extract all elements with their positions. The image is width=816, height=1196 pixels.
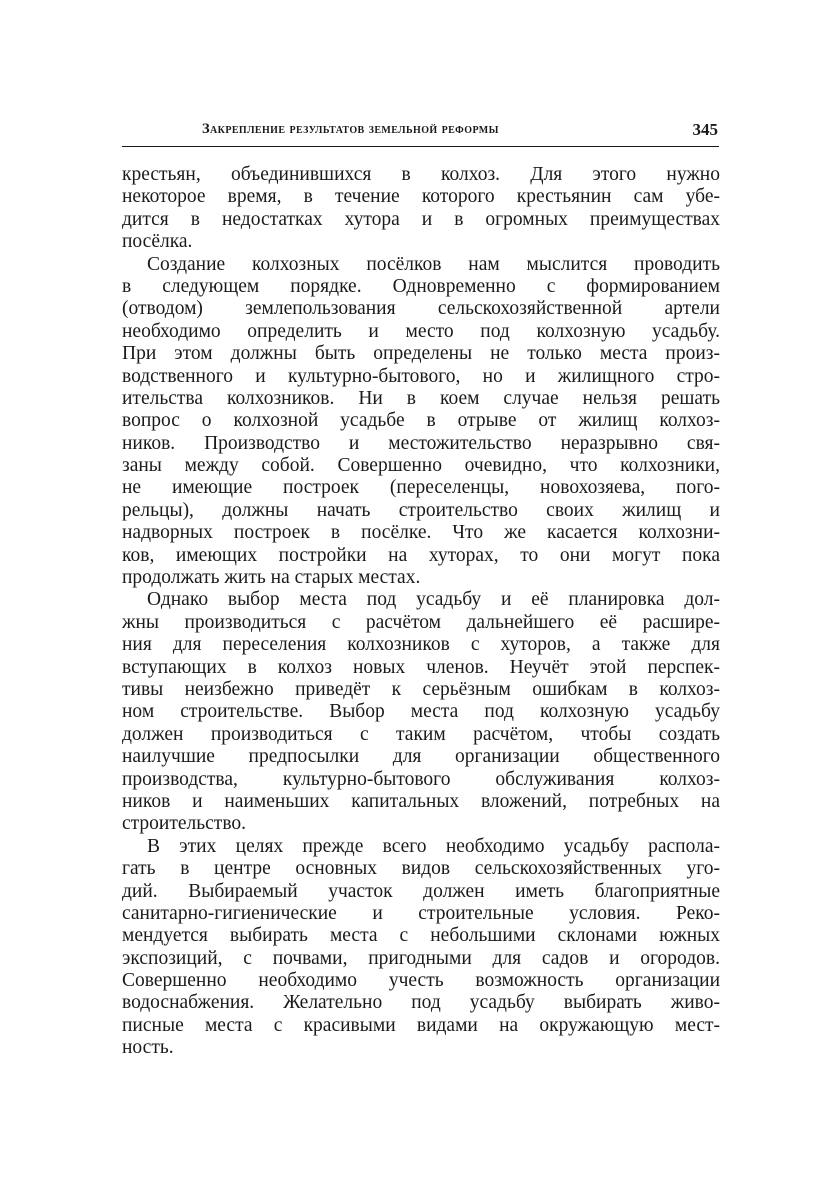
- running-head: [122, 118, 722, 144]
- text-line: продолжать жить на старых местах.: [122, 567, 421, 589]
- text-line: ном строительстве. Выбор места под колхозную усадьбу: [122, 701, 720, 723]
- text-line: жны производиться с расчётом дальнейшего её расшире-: [122, 611, 720, 633]
- text-line: В этих целях прежде всего необходимо усадьбу распола-: [147, 835, 720, 857]
- text-line: Однако выбор места под усадьбу и её планировка дол-: [147, 589, 720, 611]
- text-line: ников. Производство и местожительство неразрывно свя-: [122, 432, 720, 454]
- text-line: в следующем порядке. Одновременно с формированием: [122, 275, 720, 297]
- text-line: надворных построек в посёлке. Что же касается колхозни-: [122, 522, 720, 544]
- text-line: вступающих в колхоз новых членов. Неучёт этой перспек-: [122, 656, 720, 678]
- text-line: производства, культурно-бытового обслуживания колхоз-: [122, 768, 720, 790]
- text-line: ников и наименьших капитальных вложений, потребных на: [122, 790, 720, 812]
- text-line: Создание колхозных посёлков нам мыслится проводить: [147, 253, 720, 275]
- running-title: Закрепление результатов земельной реформы: [202, 121, 499, 137]
- text-line: не имеющие построек (переселенцы, новохозяева, пого-: [122, 477, 720, 499]
- text-line: крестьян, объединившихся в колхоз. Для этого нужно: [122, 164, 720, 185]
- text-line: дится в недостатках хутора и в огромных преимуществах: [122, 208, 720, 230]
- paragraph: [122, 589, 720, 835]
- text-line: посёлка.: [122, 231, 193, 253]
- text-line: строительство.: [122, 813, 247, 835]
- text-line: ительства колхозников. Ни в коем случае нельзя решать: [122, 387, 720, 409]
- text-line: тивы неизбежно приведёт к серьёзным ошибкам в колхоз-: [122, 678, 720, 700]
- header-rule: [122, 146, 719, 147]
- text-line: санитарно-гигиенические и строительные условия. Реко-: [122, 902, 720, 924]
- paragraph: [122, 254, 720, 590]
- paragraph: [122, 836, 720, 1060]
- paragraph: [122, 164, 720, 254]
- text-line: ния для переселения колхозников с хуторов, а также для: [122, 634, 720, 656]
- text-line: должен производиться с таким расчётом, чтобы создать: [122, 723, 720, 745]
- text-line: наилучшие предпосылки для организации общественного: [122, 746, 720, 768]
- text-line: гать в центре основных видов сельскохозяйственных уго-: [122, 858, 720, 880]
- text-line: некоторое время, в течение которого крестьянин сам убе-: [122, 186, 720, 208]
- page-number: 345: [692, 120, 718, 139]
- text-line: писные места с красивыми видами на окружающую мест-: [122, 1014, 720, 1036]
- text-line: рельцы), должны начать строительство своих жилищ и: [122, 499, 720, 521]
- text-line: мендуется выбирать места с небольшими склонами южных: [122, 925, 720, 947]
- text-line: водственного и культурно-бытового, но и жилищного стро-: [122, 365, 720, 387]
- text-line: дий. Выбираемый участок должен иметь благоприятные: [122, 880, 720, 902]
- text-line: ков, имеющих постройки на хуторах, то они могут пока: [122, 544, 720, 566]
- body-text: [122, 164, 720, 1060]
- text-line: необходимо определить и место под колхозную усадьбу.: [122, 320, 720, 342]
- text-line: заны между собой. Совершенно очевидно, что колхозники,: [122, 455, 720, 477]
- text-line: ность.: [122, 1037, 174, 1059]
- text-line: (отводом) землепользования сельскохозяйственной артели: [122, 298, 720, 320]
- text-line: При этом должны быть определены не только места произ-: [122, 343, 720, 365]
- text-line: Совершенно необходимо учесть возможность организации: [122, 970, 720, 992]
- text-line: экспозиций, с почвами, пригодными для садов и огородов.: [122, 947, 720, 969]
- text-line: водоснабжения. Желательно под усадьбу выбирать живо-: [122, 992, 720, 1014]
- text-line: вопрос о колхозной усадьбе в отрыве от жилищ колхоз-: [122, 410, 720, 432]
